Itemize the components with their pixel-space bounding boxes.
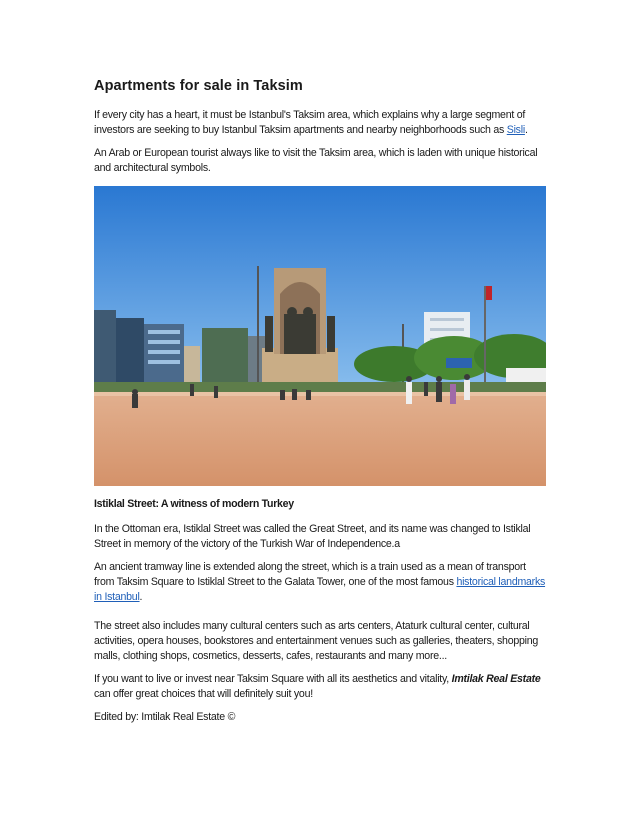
footer-credit: Edited by: Imtilak Real Estate © bbox=[94, 711, 236, 723]
section-heading: Istiklal Street: A witness of modern Turkey bbox=[94, 498, 294, 510]
tramway-period: . bbox=[139, 591, 143, 603]
tramway-text: An ancient tramway line is extended along the street, which is a train used as a mean of transport from Taksim Square to Istiklal Street to the Galata Tower, one of the most famous bbox=[94, 561, 526, 588]
document-body bbox=[94, 78, 546, 733]
tree-line bbox=[94, 382, 546, 392]
light-pole bbox=[257, 266, 259, 386]
square-pavement bbox=[94, 392, 546, 486]
invest-text: If you want to live or invest near Taksim Square with all its aesthetics and vitality, bbox=[94, 673, 452, 685]
brand-name: Imtilak Real Estate bbox=[451, 673, 541, 685]
historical-landmarks-link[interactable]: historical landmarks in Istanbul bbox=[94, 576, 546, 603]
intro-text: If every city has a heart, it must be Istanbul's Taksim area, which explains why a large segment of investors are seeking to buy Istanbul Taksim apartments and nearby neighborhoods such as bbox=[94, 109, 526, 136]
invest-paragraph bbox=[94, 672, 546, 702]
tramway-paragraph bbox=[94, 560, 546, 605]
page-title: Apartments for sale in Taksim bbox=[94, 78, 303, 94]
invest-closing: can offer great choices that will definitely suit you! bbox=[94, 688, 313, 700]
sisli-link[interactable]: Sisli bbox=[506, 124, 525, 136]
ottoman-paragraph: In the Ottoman era, Istiklal Street was called the Great Street, and its name was changed to Istiklal Street in memory of the victory of the Turkish War of Independence.a bbox=[94, 523, 531, 550]
tourist-paragraph: An Arab or European tourist always like to visit the Taksim area, which is laden with unique historical and architectural symbols. bbox=[94, 147, 538, 174]
intro-paragraph bbox=[94, 108, 546, 138]
cultural-paragraph: The street also includes many cultural centers such as arts centers, Ataturk cultural center, cultural activities, opera houses, bookstores and entertainment venues such as galleries, theaters, shopping malls, clothing shops, cosmetics, desserts, cafes, restaurants and many more... bbox=[94, 620, 539, 662]
taksim-square-photo bbox=[94, 186, 546, 486]
intro-period: . bbox=[524, 124, 528, 136]
